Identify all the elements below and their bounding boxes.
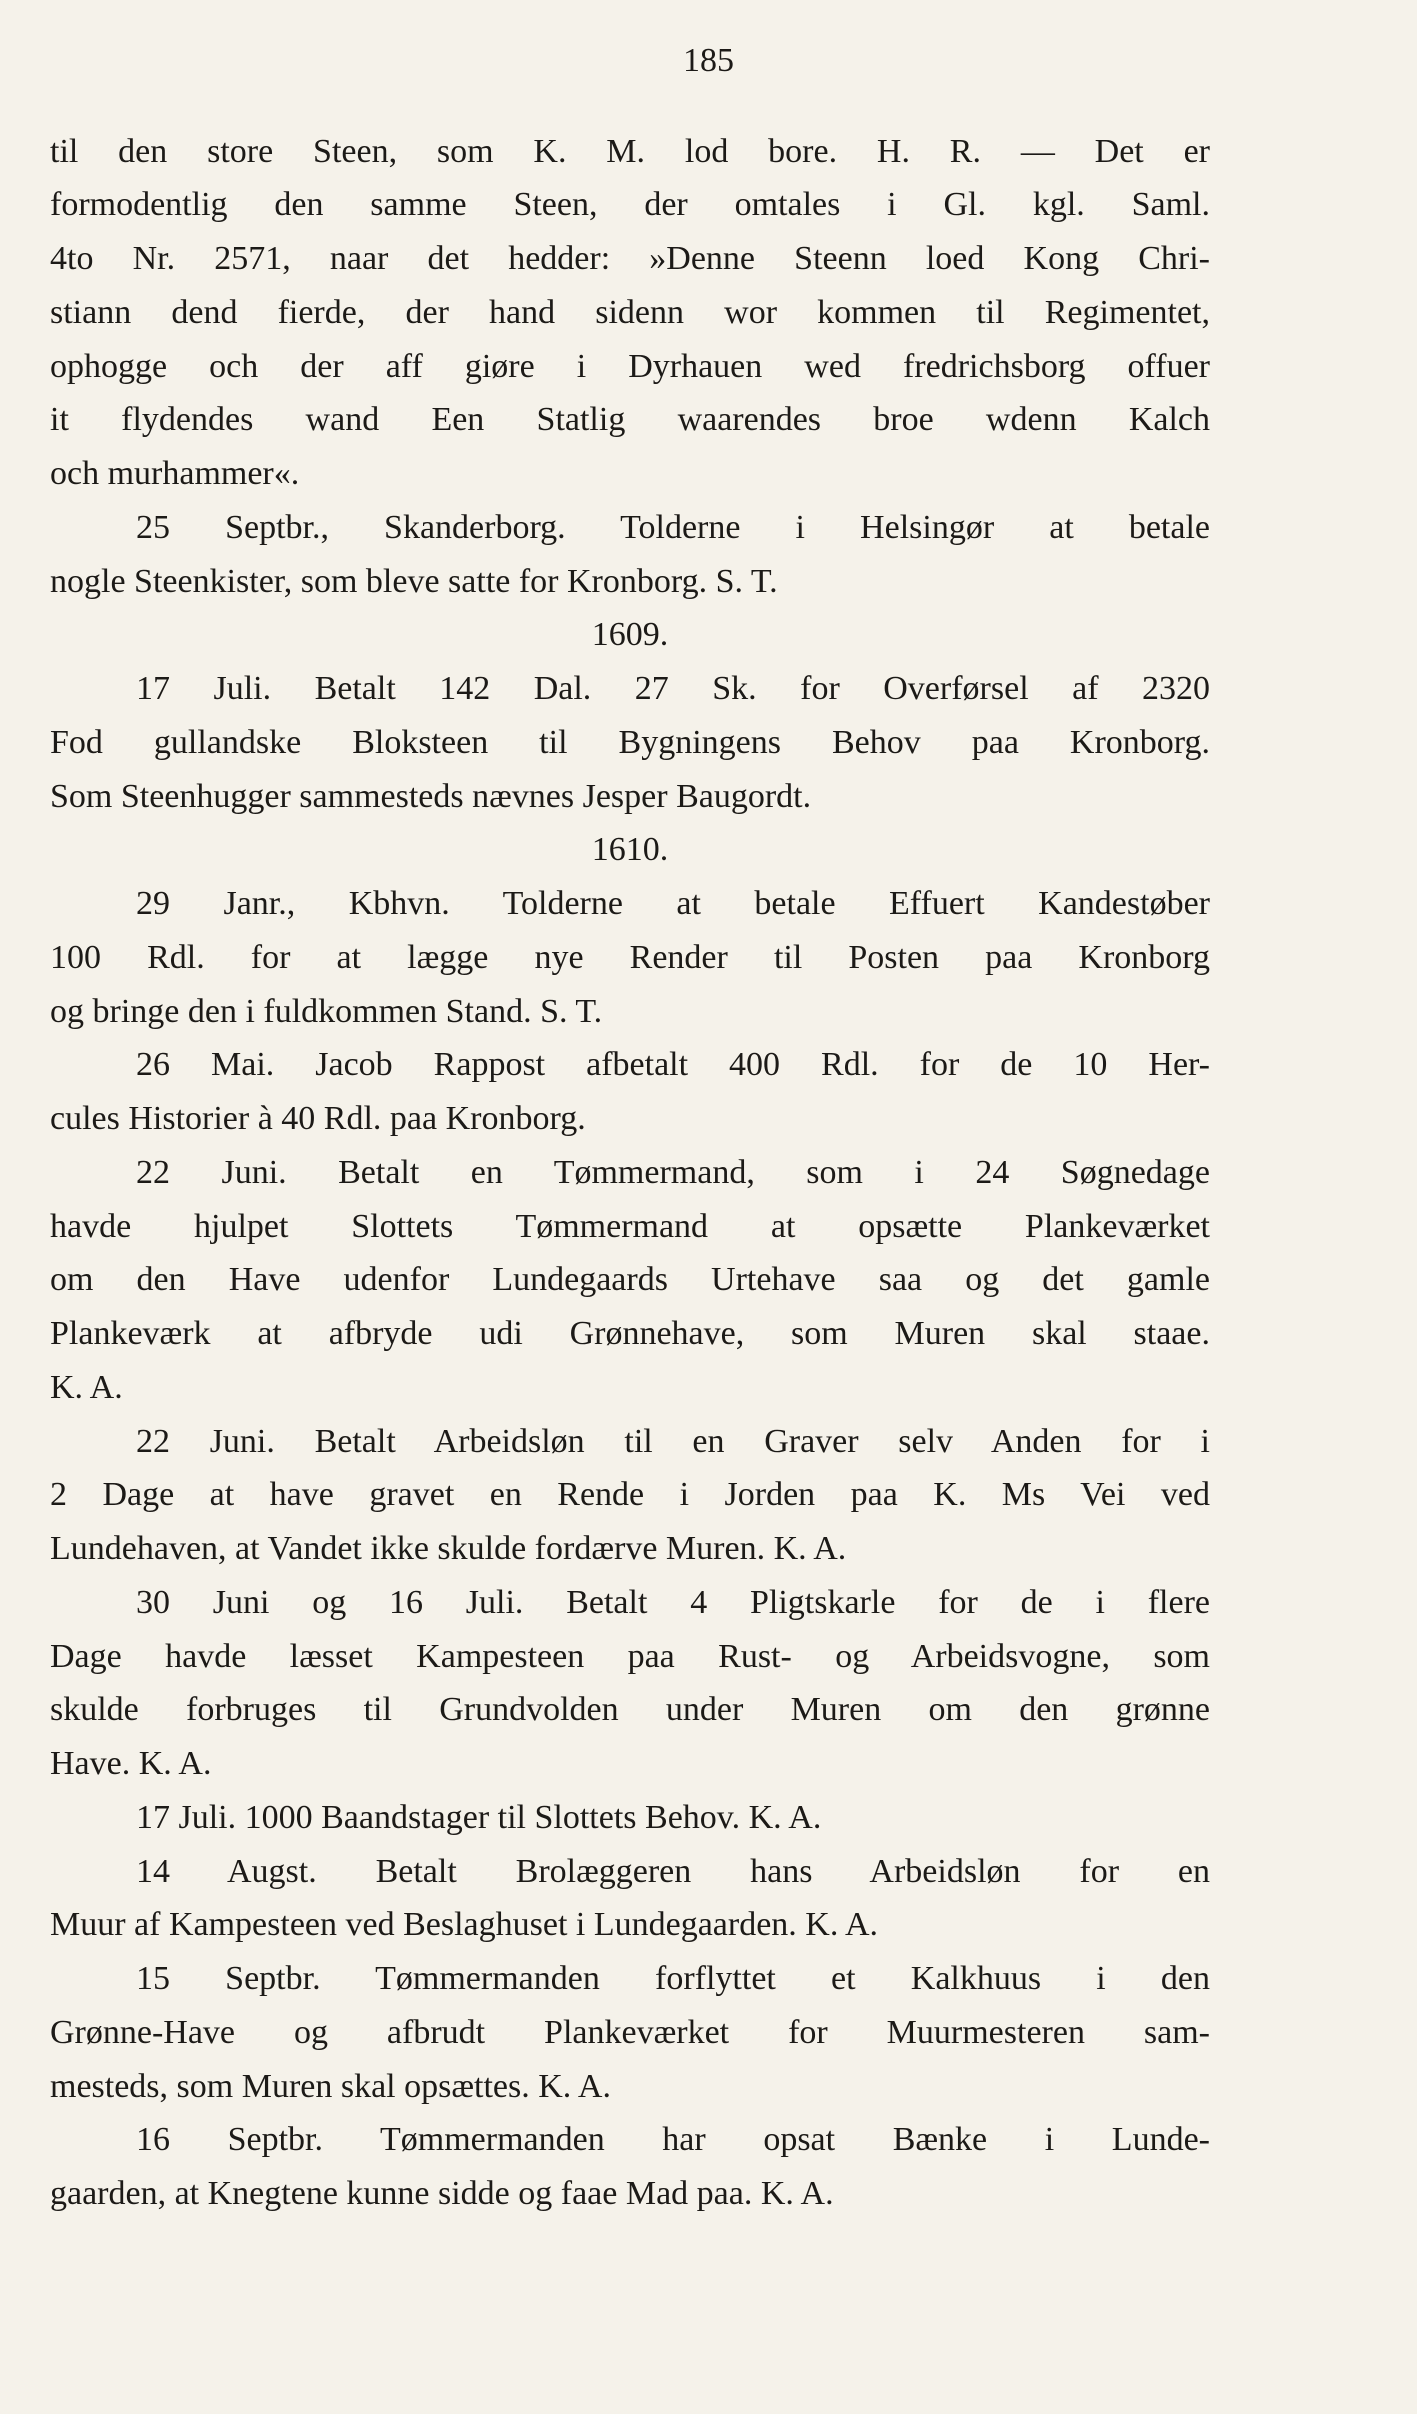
text-line: om den Have udenfor Lundegaards Urtehave saa og det gamle — [50, 1261, 1210, 1298]
text-line: Dage havde læsset Kampesteen paa Rust- og Arbeidsvogne, som — [50, 1638, 1210, 1675]
text-line: til den store Steen, som K. M. lod bore. H. R. — Det er — [50, 133, 1210, 170]
text-line: Som Steenhugger sammesteds nævnes Jesper Baugordt. — [50, 778, 812, 815]
text-line: nogle Steenkister, som bleve satte for Kronborg. S. T. — [50, 563, 778, 600]
text-line: 17 Juli. Betalt 142 Dal. 27 Sk. for Overførsel af 2320 — [136, 670, 1210, 707]
text-line: og bringe den i fuldkommen Stand. S. T. — [50, 993, 603, 1030]
year-heading: 1610. — [591, 831, 669, 868]
text-line: Muur af Kampesteen ved Beslaghuset i Lundegaarden. K. A. — [50, 1906, 879, 1943]
text-line: havde hjulpet Slottets Tømmermand at opsætte Plankeværket — [50, 1208, 1210, 1245]
text-line: 26 Mai. Jacob Rappost afbetalt 400 Rdl. for de 10 Her- — [136, 1046, 1210, 1083]
text-line: skulde forbruges til Grundvolden under Muren om den grønne — [50, 1691, 1210, 1728]
text-line: 22 Juni. Betalt Arbeidsløn til en Graver selv Anden for i — [136, 1423, 1210, 1460]
text-line: 15 Septbr. Tømmermanden forflyttet et Kalkhuus i den — [136, 1960, 1210, 1997]
text-line: gaarden, at Knegtene kunne sidde og faae Mad paa. K. A. — [50, 2175, 834, 2212]
text-line: Have. K. A. — [50, 1745, 212, 1782]
text-line: 14 Augst. Betalt Brolæggeren hans Arbeidsløn for en — [136, 1853, 1210, 1890]
text-line: K. A. — [50, 1369, 123, 1406]
text-line: 30 Juni og 16 Juli. Betalt 4 Pligtskarle for de i flere — [136, 1584, 1210, 1621]
text-line: och murhammer«. — [50, 455, 300, 492]
text-line: formodentlig den samme Steen, der omtales i Gl. kgl. Saml. — [50, 186, 1210, 223]
text-line: Lundehaven, at Vandet ikke skulde fordærve Muren. K. A. — [50, 1530, 847, 1567]
text-line: mesteds, som Muren skal opsættes. K. A. — [50, 2068, 611, 2105]
text-line: Grønne-Have og afbrudt Plankeværket for Muurmesteren sam- — [50, 2014, 1210, 2051]
text-line: 4to Nr. 2571, naar det hedder: »Denne Steenn loed Kong Chri- — [50, 240, 1210, 277]
text-line: cules Historier à 40 Rdl. paa Kronborg. — [50, 1100, 586, 1137]
text-line: ophogge och der aff giøre i Dyrhauen wed fredrichsborg offuer — [50, 348, 1210, 385]
text-line: stiann dend fierde, der hand sidenn wor kommen til Regimentet, — [50, 294, 1210, 331]
year-heading: 1609. — [591, 616, 669, 653]
text-line: Plankeværk at afbryde udi Grønnehave, som Muren skal staae. — [50, 1315, 1210, 1352]
page-number: 185 — [683, 42, 734, 79]
text-line: 22 Juni. Betalt en Tømmermand, som i 24 Søgnedage — [136, 1154, 1210, 1191]
text-line: 29 Janr., Kbhvn. Tolderne at betale Effuert Kandestøber — [136, 885, 1210, 922]
text-line: 2 Dage at have gravet en Rende i Jorden paa K. Ms Vei ved — [50, 1476, 1210, 1513]
text-line: Fod gullandske Bloksteen til Bygningens Behov paa Kronborg. — [50, 724, 1210, 761]
text-line: 17 Juli. 1000 Baandstager til Slottets Behov. K. A. — [136, 1799, 822, 1836]
text-line: 25 Septbr., Skanderborg. Tolderne i Helsingør at betale — [136, 509, 1210, 546]
text-line: 16 Septbr. Tømmermanden har opsat Bænke i Lunde- — [136, 2121, 1210, 2158]
text-line: 100 Rdl. for at lægge nye Render til Posten paa Kronborg — [50, 939, 1210, 976]
text-line: it flydendes wand Een Statlig waarendes broe wdenn Kalch — [50, 401, 1210, 438]
